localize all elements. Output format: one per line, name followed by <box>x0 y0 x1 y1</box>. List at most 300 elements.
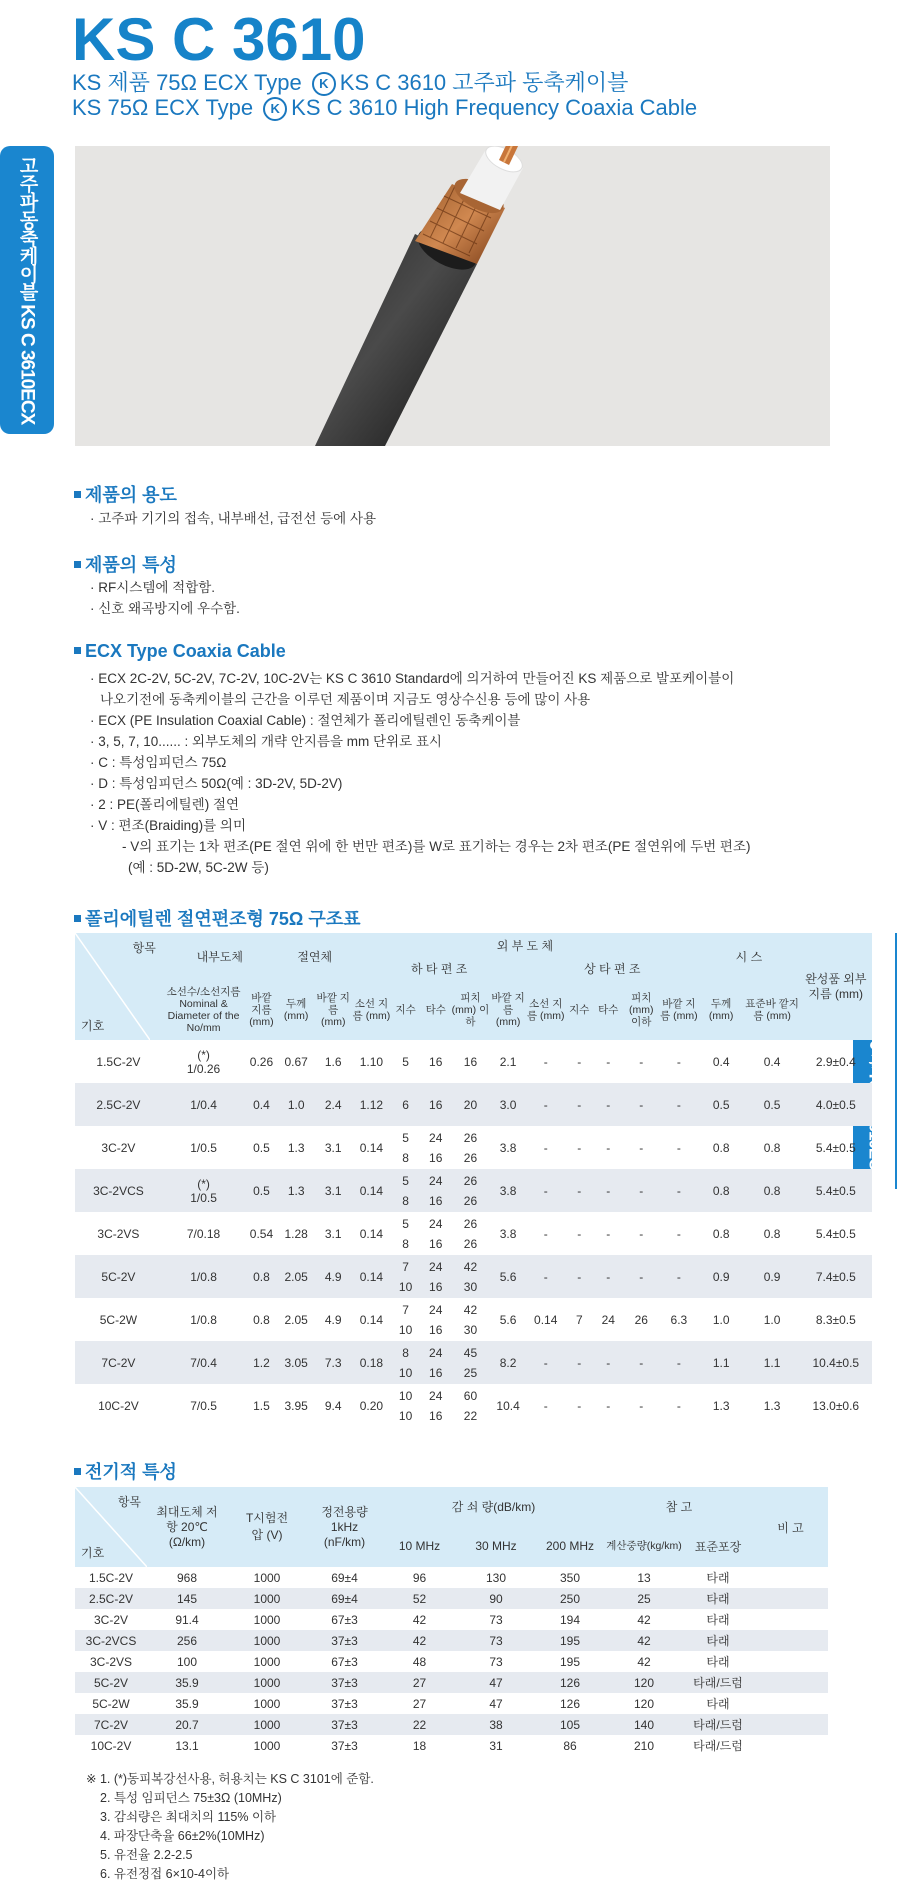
table-cell: 25 <box>605 1588 683 1609</box>
table-cell: 5.6 <box>499 1312 517 1327</box>
subtitle-english: KS 75Ω ECX Type K KS C 3610 High Frequency Coaxia Cable <box>72 95 698 120</box>
table-cell: 126 <box>535 1672 605 1693</box>
table-cell: 0.8 <box>712 1226 730 1241</box>
table-cell: - <box>606 1398 611 1413</box>
row-finished-od: 8.3±0.5 <box>815 1312 856 1327</box>
table-cell: 42 <box>605 1630 683 1651</box>
table-cell: 24 16 <box>420 1341 451 1384</box>
table-cell: 126 <box>559 1696 581 1711</box>
table-cell <box>872 1255 895 1298</box>
table-cell <box>872 1083 895 1126</box>
row-code: 3C-2VS <box>89 1654 133 1669</box>
table-cell: 1.5 <box>253 1398 270 1413</box>
table-cell: 26 26 <box>463 1216 478 1251</box>
table-cell: 0.4 <box>245 1083 277 1126</box>
table-cell: 0.18 <box>352 1341 391 1384</box>
table-row <box>75 1126 895 1169</box>
table-cell <box>872 1212 895 1255</box>
row-code: 3C-2V <box>93 1612 128 1627</box>
table-cell: 18 <box>412 1738 427 1753</box>
table-cell: 3.8 <box>490 1169 527 1212</box>
table-cell: 45 25 <box>451 1341 489 1384</box>
table-cell <box>872 1298 895 1341</box>
table-cell: 타래 <box>706 1613 730 1627</box>
table-row <box>75 1630 828 1651</box>
table-cell: 0.8 <box>698 1169 744 1212</box>
table-cell: - <box>623 1341 660 1384</box>
table-cell: 47 <box>489 1696 503 1711</box>
header-reference: 참 고 <box>605 1487 753 1525</box>
table-cell: 2.05 <box>284 1312 308 1327</box>
table-cell: 0.8 <box>763 1140 781 1155</box>
table-cell: (*) 1/0.5 <box>162 1169 245 1212</box>
table-cell: - <box>594 1341 623 1384</box>
row-code: 1.5C-2V <box>96 1054 141 1069</box>
row-finished-od: 7.4±0.5 <box>800 1255 872 1298</box>
row-code: 3C-2VS <box>97 1226 140 1241</box>
table-cell: 0.54 <box>249 1226 274 1241</box>
table-cell: 1.0 <box>763 1312 781 1327</box>
header-lower-braid: 하 타 편 조 <box>352 957 527 979</box>
note-line: 2. 특성 임피던스 75±3Ω (10MHz) <box>100 1791 282 1805</box>
table-cell <box>872 1341 895 1384</box>
table-cell <box>753 1588 828 1609</box>
note-line: 5. 유전율 2.2-2.5 <box>100 1848 193 1862</box>
table-cell: - <box>527 1083 565 1126</box>
header-resistance: 최대도체 저항 20℃ (Ω/km) <box>147 1487 227 1567</box>
table-cell: 60 22 <box>463 1388 478 1423</box>
table-cell: 타래 <box>706 1697 730 1711</box>
table-cell: 250 <box>535 1588 605 1609</box>
header-upper-od: 바깥 지름 (mm) <box>660 979 698 1040</box>
table-cell: 31 <box>489 1738 503 1753</box>
row-finished-od: 13.0±0.6 <box>812 1398 860 1413</box>
table-cell: 256 <box>147 1630 227 1651</box>
table-cell: 24 16 <box>429 1302 443 1337</box>
table-cell: 0.9 <box>698 1255 744 1298</box>
table-cell: 22 <box>382 1714 457 1735</box>
table-cell: - <box>577 1054 582 1069</box>
table-cell: - <box>543 1398 548 1413</box>
ecx-line: · ECX 2C-2V, 5C-2V, 7C-2V, 10C-2V는 KS C 3610 Standard에 의거하여 만들어진 KS 제품으로 발포케이블이 <box>90 671 735 686</box>
table-cell: - <box>660 1341 698 1384</box>
table-cell: (*) 1/0.26 <box>186 1047 221 1076</box>
table-cell: 0.14 <box>359 1312 384 1327</box>
table-cell: 1/0.8 <box>190 1312 217 1327</box>
table-cell: 5.6 <box>490 1255 527 1298</box>
header-200mhz: 200 MHz <box>535 1525 605 1567</box>
row-code: 5C-2W <box>99 1312 138 1327</box>
table-row <box>75 1735 828 1756</box>
table-cell: - <box>543 1140 548 1155</box>
table-row <box>75 1693 828 1714</box>
header-wire-dia: 소선 지름 (mm) <box>352 979 391 1040</box>
side-tab-left: 고주파동축케이블 KS C 3610ECX <box>0 146 54 434</box>
table-cell: 1000 <box>227 1672 307 1693</box>
row-code: 7C-2V <box>75 1341 162 1384</box>
electrical-table-body <box>75 1567 828 1756</box>
section-title-usage: 제품의 용도 <box>74 481 177 507</box>
table-cell: 0.8 <box>253 1312 270 1327</box>
table-cell: 3.8 <box>499 1226 517 1241</box>
table-cell: 195 <box>559 1654 581 1669</box>
table-cell: 7 <box>575 1312 583 1327</box>
row-code: 2.5C-2V <box>75 1083 162 1126</box>
ecx-line: · ECX (PE Insulation Coaxial Cable) : 절연체가 폴리에틸렌인 동축케이블 <box>90 713 521 728</box>
section-title-ecx: ECX Type Coaxia Cable <box>74 641 286 662</box>
table-cell: 타래/드럼 <box>683 1714 753 1735</box>
table-cell: 26 26 <box>451 1169 489 1212</box>
header-item-code: 항목 기호 <box>75 933 162 1040</box>
table-cell: 1/0.5 <box>190 1140 217 1155</box>
table-cell: 24 16 <box>429 1130 443 1165</box>
table-cell: 1.1 <box>744 1341 800 1384</box>
row-finished-od: 4.0±0.5 <box>800 1083 872 1126</box>
table-cell: 0.14 <box>352 1169 391 1212</box>
table-cell: 195 <box>535 1630 605 1651</box>
table-cell: 1.1 <box>698 1341 744 1384</box>
table-cell: - <box>606 1140 611 1155</box>
table-cell: 1000 <box>253 1654 281 1669</box>
table-cell: 73 <box>457 1630 535 1651</box>
table-cell: 42 <box>412 1612 427 1627</box>
table-cell: - <box>676 1398 681 1413</box>
row-code: 3C-2V <box>101 1140 136 1155</box>
table-cell: 1.3 <box>287 1140 305 1155</box>
table-cell: - <box>527 1169 565 1212</box>
table-cell: - <box>639 1226 644 1241</box>
table-cell: 24 <box>601 1312 615 1327</box>
table-cell <box>753 1735 828 1756</box>
table-row <box>75 1672 828 1693</box>
header-upper-ends: 지수 <box>565 979 594 1040</box>
table-cell: 0.8 <box>712 1140 730 1155</box>
table-cell: - <box>676 1140 681 1155</box>
row-code: 10C-2V <box>98 1398 139 1413</box>
structure-table-body <box>75 1040 895 1427</box>
table-cell: 37±3 <box>307 1714 382 1735</box>
table-cell: 1000 <box>227 1630 307 1651</box>
table-cell: 0.8 <box>744 1169 800 1212</box>
table-cell: 48 <box>412 1654 427 1669</box>
table-cell <box>753 1651 828 1672</box>
table-cell: 37±3 <box>307 1672 382 1693</box>
table-cell: 26 26 <box>463 1130 478 1165</box>
table-cell: 0.14 <box>352 1255 391 1298</box>
ecx-line: · D : 특성임피던스 50Ω(예 : 3D-2V, 5D-2V) <box>90 776 343 791</box>
table-cell: 5 8 <box>402 1216 409 1251</box>
ecx-line: (예 : 5D-2W, 5C-2W 등) <box>128 860 269 875</box>
table-cell: 52 <box>382 1588 457 1609</box>
table-cell: 42 30 <box>463 1302 478 1337</box>
section-title-structure: 폴리에틸렌 절연편조형 75Ω 구조표 <box>74 905 361 931</box>
header-sheath-thickness: 두께 (mm) <box>698 979 744 1040</box>
table-cell <box>753 1567 828 1588</box>
note-line: 3. 감쇠량은 최대치의 115% 이하 <box>100 1810 277 1824</box>
section-title-electrical: 전기적 특성 <box>74 1458 177 1484</box>
table-cell: 2.4 <box>315 1083 352 1126</box>
table-row <box>75 1255 895 1298</box>
table-cell <box>872 1384 895 1427</box>
table-cell: 27 <box>412 1696 427 1711</box>
electrical-table <box>75 1487 828 1756</box>
table-cell: 3.05 <box>278 1341 315 1384</box>
header-remarks: 비 고 <box>753 1487 828 1567</box>
table-cell: 5 <box>402 1054 409 1069</box>
table-cell: 1.0 <box>712 1312 730 1327</box>
table-cell: 13.1 <box>175 1738 199 1753</box>
table-cell: 2.05 <box>278 1255 315 1298</box>
ks-mark-icon: K <box>263 97 287 121</box>
table-cell: 73 <box>489 1654 503 1669</box>
table-cell: - <box>676 1054 681 1069</box>
table-cell: 8.2 <box>490 1341 527 1384</box>
page-title: KS C 3610 <box>72 6 366 73</box>
header-item-code: 항목 기호 <box>75 1487 147 1567</box>
table-cell: 1000 <box>227 1714 307 1735</box>
table-cell: - <box>623 1255 660 1298</box>
table-cell: 37±3 <box>331 1738 358 1753</box>
table-cell: 20.7 <box>147 1714 227 1735</box>
ecx-line: - V의 표기는 1차 편조(PE 절연 위에 한 번만 편조)를 W로 표기하는 경우는 2차 편조(PE 절연위에 두번 편조) <box>122 839 751 854</box>
table-cell: 86 <box>563 1738 577 1753</box>
row-finished-od: 5.4±0.5 <box>815 1140 856 1155</box>
row-finished-od: 5.4±0.5 <box>815 1226 856 1241</box>
ecx-line: 나오기전에 동축케이블의 근간을 이루던 제품이며 지금도 영상수신용 등에 많이 사용 <box>100 692 591 707</box>
table-cell: 145 <box>147 1588 227 1609</box>
row-code: 1.5C-2V <box>88 1570 134 1585</box>
table-cell: 0.5 <box>744 1083 800 1126</box>
table-cell: 20 <box>451 1083 489 1126</box>
table-cell: 1000 <box>253 1612 281 1627</box>
table-cell: 1.3 <box>278 1169 315 1212</box>
table-cell: 3.1 <box>324 1226 342 1241</box>
table-cell: 35.9 <box>147 1672 227 1693</box>
header-attenuation: 감 쇠 량(dB/km) <box>382 1487 605 1525</box>
table-cell: 0.9 <box>744 1255 800 1298</box>
table-cell: - <box>660 1169 698 1212</box>
table-cell: 타래 <box>706 1571 730 1585</box>
table-cell: 1000 <box>227 1588 307 1609</box>
table-cell: 4.9 <box>324 1312 342 1327</box>
table-cell: 1.3 <box>712 1398 730 1413</box>
table-cell: 0.14 <box>534 1312 558 1327</box>
note-line: ※ 1. (*)동피복강선사용, 허용치는 KS C 3101에 준함. <box>86 1772 374 1786</box>
table-cell: 0.5 <box>698 1083 744 1126</box>
table-cell: - <box>639 1140 644 1155</box>
table-cell: 7.3 <box>315 1341 352 1384</box>
table-cell <box>872 1040 895 1083</box>
table-cell: - <box>577 1398 582 1413</box>
header-upper-pitch: 피치 (mm) 이하 <box>623 979 660 1040</box>
table-cell: 타래 <box>706 1655 730 1669</box>
table-cell: 0.26 <box>249 1054 274 1069</box>
header-pitch: 피치 (mm) 이하 <box>451 979 489 1040</box>
table-cell: 16 <box>429 1054 443 1069</box>
table-cell: - <box>594 1169 623 1212</box>
table-cell: 24 16 <box>420 1169 451 1212</box>
header-braid-od: 바깥 지름 (mm) <box>490 979 527 1040</box>
table-cell: 194 <box>559 1612 581 1627</box>
table-row <box>75 1384 895 1427</box>
header-10mhz: 10 MHz <box>382 1525 457 1567</box>
table-cell: - <box>676 1226 681 1241</box>
table-cell: 37±3 <box>331 1696 358 1711</box>
table-cell: 16 <box>463 1054 478 1069</box>
header-inner-conductor: 내부도체 <box>162 933 278 979</box>
table-cell: - <box>639 1054 644 1069</box>
table-cell: 1/0.4 <box>162 1083 245 1126</box>
header-outer-conductor: 외 부 도 체 <box>352 933 698 957</box>
table-cell: 7/0.5 <box>190 1398 217 1413</box>
table-cell: 24 16 <box>429 1216 443 1251</box>
row-code: 7C-2V <box>75 1714 147 1735</box>
table-cell: 13 <box>637 1570 651 1585</box>
table-cell: 3.1 <box>315 1169 352 1212</box>
table-cell: 타래/드럼 <box>693 1739 743 1753</box>
table-cell: - <box>594 1255 623 1298</box>
table-cell: - <box>606 1054 611 1069</box>
header-ins-thickness: 두께 (mm) <box>278 979 315 1040</box>
table-cell: - <box>527 1341 565 1384</box>
table-cell: 1000 <box>253 1738 281 1753</box>
table-cell <box>753 1693 828 1714</box>
table-cell: 1.28 <box>284 1226 308 1241</box>
table-cell: 42 <box>637 1612 651 1627</box>
row-code: 5C-2V <box>75 1255 162 1298</box>
table-cell: 73 <box>489 1612 503 1627</box>
row-code: 2.5C-2V <box>75 1588 147 1609</box>
table-cell: 1.6 <box>324 1054 342 1069</box>
table-cell: 27 <box>382 1672 457 1693</box>
table-cell: 9.4 <box>324 1398 342 1413</box>
row-code: 10C-2V <box>90 1738 132 1753</box>
table-cell: 16 <box>420 1083 451 1126</box>
table-cell: 10.4 <box>496 1398 520 1413</box>
ecx-line: · 3, 5, 7, 10...... : 외부도체의 개략 안지름을 mm 단위로 표시 <box>90 734 442 749</box>
header-strands: 소선수/소선지름 Nominal & Diameter of the No/mm <box>162 979 245 1040</box>
table-cell: 24 16 <box>420 1255 451 1298</box>
table-cell <box>753 1630 828 1651</box>
table-row <box>75 1341 895 1384</box>
table-cell: - <box>543 1054 548 1069</box>
feature-line: · RF시스템에 적합함. <box>90 580 216 595</box>
header-weight: 계산중량(kg/km) <box>605 1525 683 1567</box>
table-cell: 2.1 <box>499 1054 517 1069</box>
table-cell: 3.1 <box>324 1140 342 1155</box>
ks-mark-icon: K <box>312 72 336 96</box>
header-test-voltage: T시험전압 (V) <box>227 1487 307 1567</box>
table-cell: - <box>565 1169 594 1212</box>
table-cell: 6.3 <box>670 1312 688 1327</box>
header-packaging: 표준포장 <box>683 1525 753 1567</box>
table-cell: 91.4 <box>175 1612 199 1627</box>
ecx-line: · C : 특성임피던스 75Ω <box>90 755 227 770</box>
header-inner-od: 바깥 지름 (mm) <box>245 979 277 1040</box>
row-finished-od: 5.4±0.5 <box>800 1169 872 1212</box>
table-cell: 140 <box>605 1714 683 1735</box>
table-row <box>75 1609 828 1630</box>
row-finished-od: 2.9±0.4 <box>815 1054 856 1069</box>
cable-photo <box>75 146 830 446</box>
header-ins-od: 바깥 지름 (mm) <box>315 979 352 1040</box>
table-row <box>75 1212 895 1255</box>
table-cell: 0.5 <box>245 1169 277 1212</box>
table-cell: 타래 <box>683 1630 753 1651</box>
header-capacitance: 정전용량 1kHz (nF/km) <box>307 1487 382 1567</box>
ecx-line: · 2 : PE(폴리에틸렌) 절연 <box>90 797 240 812</box>
table-cell: 26 <box>634 1312 648 1327</box>
table-cell: 6 <box>391 1083 420 1126</box>
table-cell: 105 <box>535 1714 605 1735</box>
table-cell: - <box>565 1255 594 1298</box>
table-cell: - <box>577 1140 582 1155</box>
table-cell: - <box>660 1255 698 1298</box>
table-cell: 130 <box>485 1570 507 1585</box>
table-row <box>75 1567 828 1588</box>
header-finished-od: 완성품 외부 지름 (mm) <box>800 933 872 1040</box>
table-cell: - <box>623 1083 660 1126</box>
note-line: 6. 유전정접 6×10-4이하 <box>100 1867 230 1881</box>
header-carriers: 타수 <box>420 979 451 1040</box>
row-code: 3C-2VCS <box>75 1169 162 1212</box>
row-code: 5C-2W <box>92 1696 130 1711</box>
table-cell <box>753 1672 828 1693</box>
table-cell: 120 <box>605 1672 683 1693</box>
table-cell: 1000 <box>253 1570 281 1585</box>
table-cell: 0.14 <box>359 1140 384 1155</box>
header-upper-wire-dia: 소선 지름 (mm) <box>527 979 565 1040</box>
table-cell: 210 <box>633 1738 655 1753</box>
table-cell: 96 <box>412 1570 427 1585</box>
note-line: 4. 파장단축율 66±2%(10MHz) <box>100 1829 265 1843</box>
table-cell <box>872 1169 895 1212</box>
table-cell: - <box>577 1226 582 1241</box>
header-sheath: 시 스 <box>698 933 800 979</box>
table-cell: - <box>623 1169 660 1212</box>
table-cell: 120 <box>633 1696 655 1711</box>
subtitle-korean: KS 제품 75Ω ECX Type K KS C 3610 고주파 동축케이블 <box>72 70 629 95</box>
table-cell: 4.9 <box>315 1255 352 1298</box>
table-cell <box>753 1714 828 1735</box>
table-cell: 1/0.8 <box>162 1255 245 1298</box>
table-cell: 0.8 <box>245 1255 277 1298</box>
table-cell: 1.3 <box>763 1398 781 1413</box>
row-code: 5C-2V <box>75 1672 147 1693</box>
table-cell: 7/0.4 <box>162 1341 245 1384</box>
table-cell: 69±4 <box>331 1570 358 1585</box>
table-cell: 100 <box>176 1654 198 1669</box>
row-code: 3C-2VCS <box>75 1630 147 1651</box>
table-cell: 7 10 <box>398 1302 413 1337</box>
table-cell: 타래 <box>683 1588 753 1609</box>
table-cell: - <box>543 1226 548 1241</box>
table-row <box>75 1714 828 1735</box>
table-cell: 0.67 <box>284 1054 308 1069</box>
table-cell: 0.8 <box>763 1226 781 1241</box>
table-cell: 1.0 <box>278 1083 315 1126</box>
table-cell: 3.8 <box>499 1140 517 1155</box>
table-cell: 35.9 <box>175 1696 199 1711</box>
feature-line: · 신호 왜곡방지에 우수함. <box>90 601 240 616</box>
table-cell: - <box>660 1083 698 1126</box>
table-row <box>75 1083 895 1126</box>
table-cell: 0.5 <box>253 1140 270 1155</box>
table-cell: - <box>594 1083 623 1126</box>
table-cell: 1.12 <box>352 1083 391 1126</box>
table-cell <box>753 1609 828 1630</box>
table-cell: 67±3 <box>331 1612 358 1627</box>
